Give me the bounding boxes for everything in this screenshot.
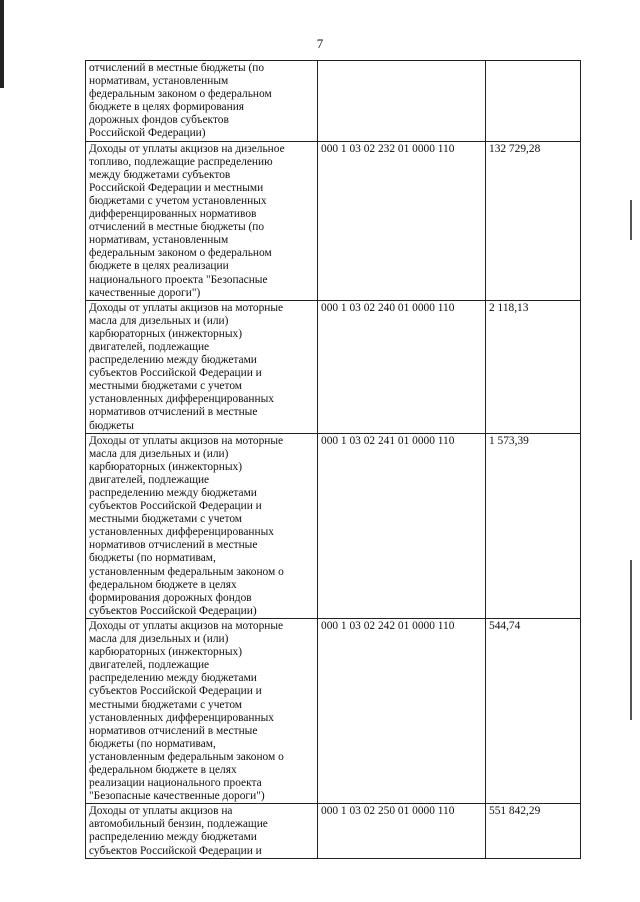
revenue-amount	[486, 61, 581, 142]
scan-edge-mark	[630, 560, 632, 720]
table-row	[86, 61, 581, 142]
page-number: 7	[316, 36, 324, 51]
budget-classification-code: 000 1 03 02 232 01 0000 110	[318, 141, 486, 300]
budget-classification-code: 000 1 03 02 250 01 0000 110	[318, 804, 486, 858]
revenue-description: отчислений в местные бюджеты (по нормативам, установленным федеральным законом о федеральном бюджете в целях формирования дорожных фондов субъектов Российской Федерации)	[86, 61, 318, 142]
budget-classification-code: 000 1 03 02 240 01 0000 110	[318, 300, 486, 433]
table-row	[86, 300, 581, 433]
scan-edge-mark	[630, 200, 632, 240]
revenue-table	[85, 60, 581, 859]
revenue-description: Доходы от уплаты акцизов на моторные масла для дизельных и (или) карбюраторных (инжекторных) двигателей, подлежащие распределению между бюджетами субъектов Российской Федерации и местными бюджетами с учетом установленных дифференцированных нормативов отчислений в местные бюджеты (по нормативам, установленным федеральным законом о федеральном бюджете в целях формирования дорожных фондов субъектов Российской Федерации)	[86, 433, 318, 618]
budget-classification-code: 000 1 03 02 242 01 0000 110	[318, 618, 486, 803]
revenue-amount: 2 118,13	[486, 300, 581, 433]
budget-classification-code: 000 1 03 02 241 01 0000 110	[318, 433, 486, 618]
revenue-description: Доходы от уплаты акцизов на моторные масла для дизельных и (или) карбюраторных (инжекторных) двигателей, подлежащие распределению между бюджетами субъектов Российской Федерации и местными бюджетами с учетом установленных дифференцированных нормативов отчислений в местные бюджеты (по нормативам, установленным федеральным законом о федеральном бюджете в целях реализации национального проекта "Безопасные качественные дороги")	[86, 618, 318, 803]
revenue-amount: 551 842,29	[486, 804, 581, 858]
table-row	[86, 804, 581, 858]
revenue-amount: 1 573,39	[486, 433, 581, 618]
table-row	[86, 618, 581, 803]
budget-classification-code	[318, 61, 486, 142]
revenue-description: Доходы от уплаты акцизов на дизельное топливо, подлежащие распределению между бюджетами субъектов Российской Федерации и местными бюджетами с учетом установленных дифференцированных нормативов отчислений в местные бюджеты (по нормативам, установленным федеральным законом о федеральном бюджете в целях реализации национального проекта "Безопасные качественные дороги")	[86, 141, 318, 300]
table-row	[86, 141, 581, 300]
revenue-amount: 544,74	[486, 618, 581, 803]
revenue-description: Доходы от уплаты акцизов на моторные масла для дизельных и (или) карбюраторных (инжекторных) двигателей, подлежащие распределению между бюджетами субъектов Российской Федерации и местными бюджетами с учетом установленных дифференцированных нормативов отчислений в местные бюджеты	[86, 300, 318, 433]
table-row	[86, 433, 581, 618]
revenue-amount: 132 729,28	[486, 141, 581, 300]
revenue-description: Доходы от уплаты акцизов на автомобильный бензин, подлежащие распределению между бюджетами субъектов Российской Федерации и	[86, 804, 318, 858]
